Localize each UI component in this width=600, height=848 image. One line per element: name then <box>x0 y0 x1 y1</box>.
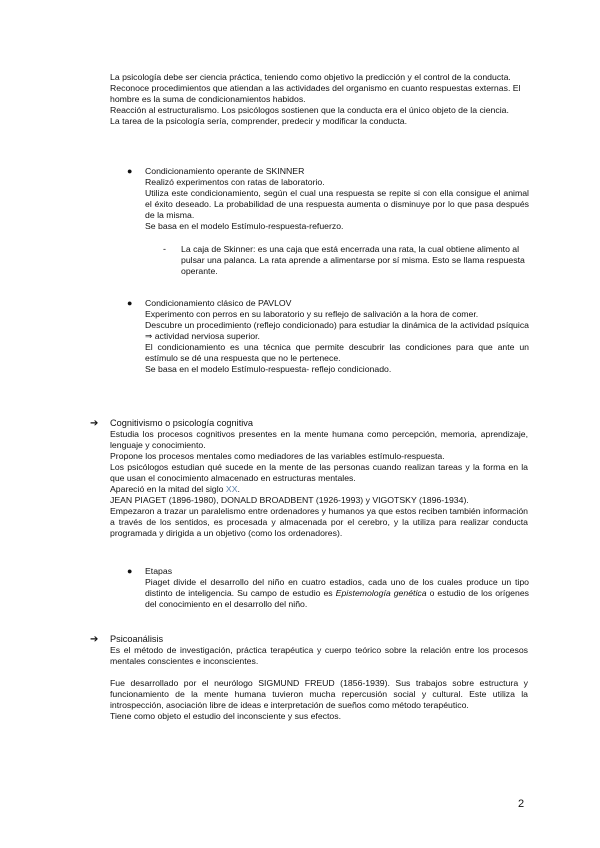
pavlov-paragraph-3: El condicionamiento es una técnica que permite descubrir las condiciones para que ante un estímulo se dé una respuesta que no le pertenece. <box>145 342 529 363</box>
pavlov-heading: Condicionamiento clásico de PAVLOV <box>145 298 292 308</box>
etapas-section <box>145 566 529 610</box>
paragraph-spacer <box>110 667 528 678</box>
cognitivismo-paragraph-5: JEAN PIAGET (1896-1980), DONALD BROADBENT (1926-1993) y VIGOTSKY (1896-1934). <box>110 495 469 505</box>
century-value: XX <box>225 484 238 494</box>
skinner-section <box>145 166 529 232</box>
skinner-paragraph-1: Realizó experimentos con ratas de laboratorio. <box>145 177 325 187</box>
intro-section <box>110 72 528 127</box>
cognitivismo-paragraph-6: Empezaron a trazar un paralelismo entre ordenadores y humanos ya que estos reciben también información a través de los sentidos, es procesada y almacenada por el cerebro, y la utiliza para realizar conducta programada y dirigida a un objetivo (como los ordenadores). <box>110 506 528 538</box>
bullet-icon: ● <box>127 166 133 176</box>
arrow-icon: ➔ <box>90 418 99 429</box>
psicoanalisis-heading: Psicoanálisis <box>110 634 164 644</box>
pavlov-section <box>145 298 529 375</box>
pavlov-paragraph-4: Se basa en el modelo Estímulo-respuesta- reflejo condicionado. <box>145 364 392 374</box>
skinner-box-text: La caja de Skinner: es una caja que está encerrada una rata, la cual obtiene alimento al pulsar una palanca. La rata aprende a alimentarse por sí misma. Esto se llama respuesta operante. <box>181 244 525 276</box>
century-prefix: Apareció en la mitad del siglo <box>110 484 226 494</box>
intro-paragraph-1: La psicología debe ser ciencia práctica, teniendo como objetivo la predicción y el control de la conducta. Reconoce procedimientos que atiendan a las actividades del organismo en cuanto respuestas externas. El hombre es la suma de condicionamientos habidos. <box>110 72 521 104</box>
dash-icon: - <box>163 244 166 254</box>
skinner-paragraph-2: Utiliza este condicionamiento, según el cual una respuesta se repite si con ella consigue el animal el éxito deseado. La probabilidad de una respuesta aumenta o disminuye por lo que pasa después de la misma. <box>145 188 529 220</box>
psicoanalisis-paragraph-2: Fue desarrollado por el neurólogo SIGMUND FREUD (1856-1939). Sus trabajos sobre estructura y funcionamiento de la mente humana tuvieron mucha repercusión social y cultural. Este utiliza la introspección, asociación libre de ideas e interpretación de sueños como método terapéutico. <box>110 678 528 710</box>
etapas-paragraph <box>145 577 529 610</box>
intro-paragraph-2: Reacción al estructuralismo. Los psicólogos sostienen que la conducta era el único objeto de la ciencia. <box>110 105 509 115</box>
cognitivismo-paragraph-4 <box>110 484 528 495</box>
etapas-heading: Etapas <box>145 566 173 576</box>
etapas-text-post: o estudio de los orígenes del conocimiento en el desarrollo del niño. <box>145 588 529 609</box>
cognitivismo-paragraph-1: Estudia los procesos cognitivos presentes en la mente humana como percepción, memoria, aprendizaje, lenguaje y conocimiento. <box>110 429 528 450</box>
cognitivismo-paragraph-2: Propone los procesos mentales como mediadores de las variables estímulo-respuesta. <box>110 451 445 461</box>
etapas-text-pre: Piaget divide el desarrollo del niño en cuatro estadios, cada uno de los cuales produce un tipo distinto de inteligencia. Su campo de estudio es <box>145 577 529 598</box>
cognitivismo-heading: Cognitivismo o psicología cognitiva <box>110 418 253 428</box>
pavlov-paragraph-1: Experimento con perros en su laboratorio y su reflejo de salivación a la hora de comer. <box>145 309 479 319</box>
skinner-heading: Condicionamiento operante de SKINNER <box>145 166 305 176</box>
psicoanalisis-paragraph-1: Es el método de investigación, práctica terapéutica y cuerpo teórico sobre la relación entre los procesos mentales conscientes e inconscientes. <box>110 645 528 666</box>
pavlov-paragraph-2: Descubre un procedimiento (reflejo condicionado) para estudiar la dinámica de la actividad psíquica ⇒ actividad nerviosa superior. <box>145 320 529 341</box>
psicoanalisis-paragraph-3: Tiene como objeto el estudio del inconsciente y sus efectos. <box>110 711 341 721</box>
etapas-text-italic: Epistemología genética <box>335 588 427 598</box>
page-number: 2 <box>518 798 525 810</box>
cognitivismo-section <box>110 418 528 539</box>
skinner-box-item <box>181 244 529 277</box>
arrow-icon: ➔ <box>90 634 99 645</box>
psicoanalisis-section <box>110 634 528 722</box>
cognitivismo-paragraph-3: Los psicólogos estudian qué sucede en la mente de las personas cuando realizan tareas y la forma en la que usan el conocimiento almacenado en estructuras mentales. <box>110 462 528 483</box>
intro-paragraph-3: La tarea de la psicología sería, comprender, predecir y modificar la conducta. <box>110 116 407 126</box>
bullet-icon: ● <box>127 298 133 308</box>
century-suffix: . <box>237 484 240 494</box>
skinner-paragraph-3: Se basa en el modelo Estímulo-respuesta-refuerzo. <box>145 221 344 231</box>
bullet-icon: ● <box>127 566 133 576</box>
